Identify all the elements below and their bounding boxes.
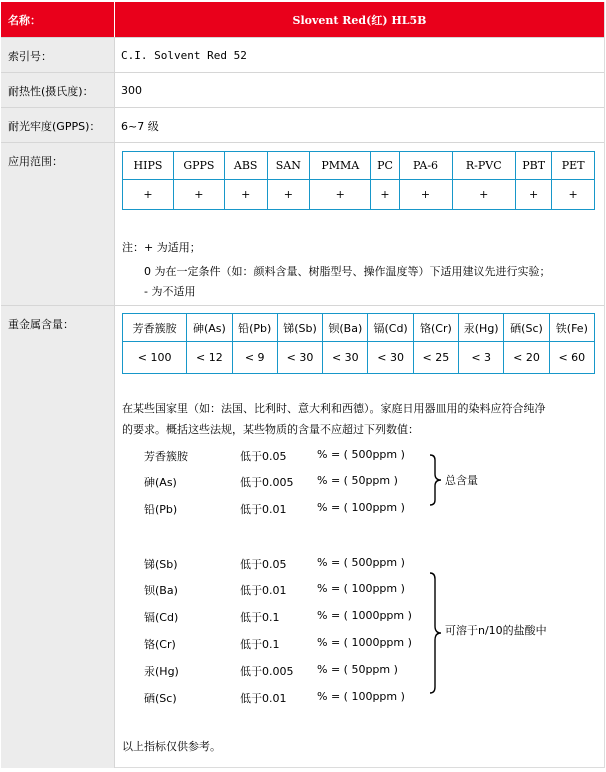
table-cell: < 9 <box>232 342 277 374</box>
table-cell: + <box>123 180 174 210</box>
table-cell: + <box>173 180 224 210</box>
group2-note: 可溶于n/10的盐酸中 <box>445 624 547 637</box>
limit-ppm: % = ( 500ppm ) <box>317 448 405 461</box>
table-header-cell: 铬(Cr) <box>413 314 458 342</box>
table-header-cell: PC <box>371 152 399 180</box>
table-cell: + <box>452 180 515 210</box>
heavy-metals-value-row <box>123 342 595 374</box>
header-label: 名称： <box>8 13 41 27</box>
light-value: 6~7 级 <box>121 119 159 133</box>
limit-ppm: % = ( 100ppm ) <box>317 690 405 703</box>
heat-label: 耐热性(摄氏度)： <box>8 84 94 98</box>
limit-ppm: % = ( 100ppm ) <box>317 501 405 514</box>
table-header-cell: 镉(Cd) <box>368 314 413 342</box>
limit-name: 锑(Sb) <box>144 558 178 571</box>
intro-line-2: 的要求。概括这些法规，某些物质的含量不应超过下列数值： <box>122 423 419 436</box>
heat-row <box>1 72 604 108</box>
limit-name: 硒(Sc) <box>144 692 177 705</box>
table-header-cell: GPPS <box>173 152 224 180</box>
heavy-metals-table <box>122 313 595 374</box>
table-cell: < 25 <box>413 342 458 374</box>
table-header-cell: PBT <box>515 152 551 180</box>
limit-name: 铬(Cr) <box>144 638 176 651</box>
table-header-cell: 砷(As) <box>187 314 232 342</box>
application-label: 应用范围： <box>8 155 63 168</box>
heavy-metals-label: 重金属含量： <box>8 318 74 331</box>
table-cell: + <box>371 180 399 210</box>
light-row <box>1 107 604 143</box>
curly-brace-icon <box>427 572 443 694</box>
limit-ppm: % = ( 100ppm ) <box>317 582 405 595</box>
table-header-cell: 汞(Hg) <box>459 314 504 342</box>
group1-note: 总含量 <box>445 474 478 487</box>
table-cell: + <box>552 180 595 210</box>
limit-value: 低于0.005 <box>240 665 294 678</box>
table-cell: < 30 <box>368 342 413 374</box>
limit-value: 低于0.1 <box>240 611 280 624</box>
index-value: C.I. Solvent Red 52 <box>121 49 247 62</box>
limit-name: 钡(Ba) <box>144 584 178 597</box>
limit-ppm: % = ( 1000ppm ) <box>317 609 412 622</box>
limit-ppm: % = ( 500ppm ) <box>317 556 405 569</box>
heavy-metals-header-row <box>123 314 595 342</box>
table-cell: < 30 <box>323 342 368 374</box>
light-label: 耐光牢度(GPPS)： <box>8 119 101 133</box>
limit-name: 铅(Pb) <box>144 503 178 516</box>
table-header-cell: 铁(Fe) <box>549 314 594 342</box>
table-header-cell: PET <box>552 152 595 180</box>
limit-value: 低于0.01 <box>240 503 287 516</box>
application-header-row <box>123 152 595 180</box>
table-header-cell: 铅(Pb) <box>232 314 277 342</box>
limit-name: 镉(Cd) <box>144 611 179 624</box>
limit-value: 低于0.01 <box>240 584 287 597</box>
table-header-cell: R-PVC <box>452 152 515 180</box>
table-cell: < 30 <box>277 342 322 374</box>
application-table <box>122 151 595 210</box>
intro-line-1: 在某些国家里（如：法国、比利时、意大利和西德）。家庭日用器皿用的染料应符合纯净 <box>122 402 546 415</box>
table-cell: + <box>310 180 371 210</box>
table-cell: < 60 <box>549 342 594 374</box>
limit-name: 砷(As) <box>144 476 177 489</box>
application-row <box>1 142 604 306</box>
application-note: - 为不适用 <box>144 285 196 298</box>
index-label: 索引号： <box>8 49 52 63</box>
limit-value: 低于0.1 <box>240 638 280 651</box>
table-header-cell: ABS <box>224 152 267 180</box>
limit-ppm: % = ( 50ppm ) <box>317 663 398 676</box>
table-cell: < 100 <box>123 342 187 374</box>
heavy-metals-row <box>1 305 604 768</box>
header-row <box>1 2 604 37</box>
limit-name: 芳香簇胺 <box>144 450 188 463</box>
limit-name: 汞(Hg) <box>144 665 179 678</box>
limit-ppm: % = ( 1000ppm ) <box>317 636 412 649</box>
table-cell: + <box>267 180 310 210</box>
application-value-row <box>123 180 595 210</box>
product-spec-table <box>1 2 605 768</box>
table-cell: + <box>224 180 267 210</box>
index-row <box>1 37 604 73</box>
application-note: 注：+ 为适用； <box>122 241 201 254</box>
curly-brace-icon <box>427 454 443 506</box>
table-cell: < 20 <box>504 342 549 374</box>
application-note: 0 为在一定条件（如：颜料含量、树脂型号、操作温度等）下适用建议先进行实验； <box>144 265 551 278</box>
footer-note: 以上指标仅供参考。 <box>122 740 221 753</box>
table-header-cell: PA-6 <box>399 152 452 180</box>
limit-value: 低于0.05 <box>240 450 287 463</box>
table-cell: < 3 <box>459 342 504 374</box>
table-cell: + <box>399 180 452 210</box>
table-header-cell: SAN <box>267 152 310 180</box>
limit-value: 低于0.01 <box>240 692 287 705</box>
table-header-cell: HIPS <box>123 152 174 180</box>
table-cell: < 12 <box>187 342 232 374</box>
limit-ppm: % = ( 50ppm ) <box>317 474 398 487</box>
heat-value: 300 <box>121 84 142 97</box>
table-header-cell: 硒(Sc) <box>504 314 549 342</box>
limit-value: 低于0.05 <box>240 558 287 571</box>
limit-value: 低于0.005 <box>240 476 294 489</box>
table-header-cell: 锑(Sb) <box>277 314 322 342</box>
table-header-cell: 芳香簇胺 <box>123 314 187 342</box>
product-name: Slovent Red(红) HL5B <box>292 13 427 27</box>
table-cell: + <box>515 180 551 210</box>
table-header-cell: PMMA <box>310 152 371 180</box>
table-header-cell: 钡(Ba) <box>323 314 368 342</box>
